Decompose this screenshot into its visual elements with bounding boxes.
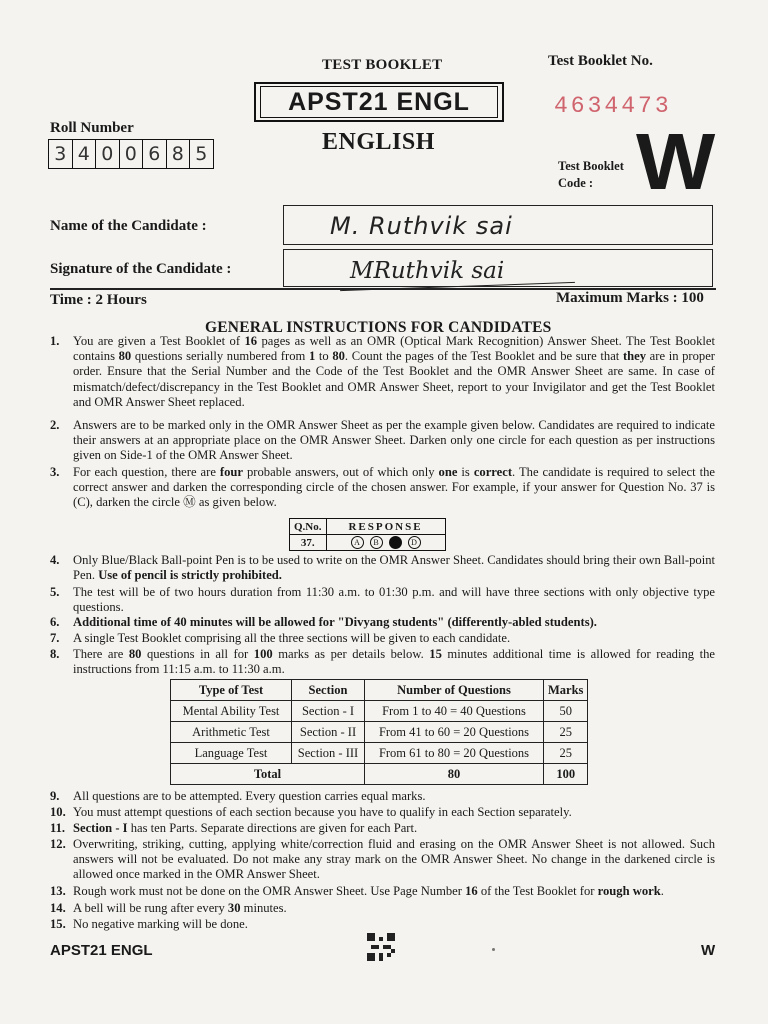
table-header: Number of Questions (365, 680, 544, 701)
instruction-12: 12. Overwriting, striking, cutting, applying white/correction fluid and erasing on the OMR Answer Sheet is not allowed. Such answers will not be evaluated. Do not make any stray mark on the OMR Answer Sheet. No change in the darkened circle is allowed once marked in the OMR Answer Sheet. (50, 837, 715, 882)
table-header-row (171, 680, 588, 701)
table-cell: Mental Ability Test (171, 701, 292, 722)
candidate-signature-value: MRuthvik sai (350, 258, 505, 284)
candidate-name-label: Name of the Candidate : (50, 218, 207, 234)
table-row (171, 743, 588, 764)
time-label: Time : 2 Hours (50, 292, 147, 308)
qno-value: 37. (290, 535, 327, 551)
max-marks-label: Maximum Marks : 100 (556, 290, 704, 306)
table-cell: Section - III (292, 743, 365, 764)
instruction-13: 13. Rough work must not be done on the OMR Answer Sheet. Use Page Number 16 of the Test Booklet for rough work. (50, 884, 664, 898)
table-cell: From 1 to 40 = 40 Questions (365, 701, 544, 722)
roll-number-boxes (48, 139, 214, 169)
table-header: Marks (544, 680, 588, 701)
table-cell: 25 (544, 743, 588, 764)
table-total-row (171, 764, 588, 785)
booklet-code-letter: W (636, 117, 716, 206)
table-header: Section (292, 680, 365, 701)
instruction-15: 15. No negative marking will be done. (50, 917, 248, 931)
instruction-3: 3. For each question, there are four probable answers, out of which only one is correct. The candidate is required to select the correct answer and darken the corresponding circle of the chosen answer. For example, if your answer for Question No. 37 is (C), darken the circle Ⓜ as given below. (50, 465, 715, 510)
table-cell: 25 (544, 722, 588, 743)
instruction-2: 2. Answers are to be marked only in the OMR Answer Sheet as per the example given below. Candidates are required to indicate their answers at an appropriate place on the OMR Answer Sheet. Darken only one circle for each question as per instructions given on Side-1 of the OMR Answer Sheet. (50, 418, 715, 463)
booklet-code-box (254, 82, 504, 122)
roll-number-label: Roll Number (50, 120, 134, 136)
table-row (171, 722, 588, 743)
bubble-b: B (370, 536, 383, 549)
bubble-d: D (408, 536, 421, 549)
booklet-number: 4634473 (554, 93, 672, 119)
instruction-7: 7. A single Test Booklet comprising all the three sections will be given to each candidate. (50, 631, 511, 645)
response-example-table (289, 518, 446, 551)
roll-digit: 6 (142, 140, 166, 168)
table-header: Type of Test (171, 680, 292, 701)
booklet-number-label: Test Booklet No. (548, 53, 653, 69)
roll-digit: 0 (95, 140, 119, 168)
total-label: Total (171, 764, 365, 785)
table-cell: Section - I (292, 701, 365, 722)
qno-header: Q.No. (290, 519, 327, 535)
table-row (171, 701, 588, 722)
booklet-code-label: Test Booklet Code : (558, 159, 624, 190)
instruction-1: 1. You are given a Test Booklet of 16 pages as well as an OMR (Optical Mark Recognition) Answer Sheet. The Test Booklet contains 80 questions serially numbered from 1 to 80. Count the pages of the Test Booklet and be sure that they are in proper order. Ensure that the Serial Number and the Code of the Test Booklet and the OMR Answer Sheet are same. In case of mismatch/defect/discrepancy in the Test Booklet and OMR Answer Sheet, report to your Invigilator and get the Test Booklet and OMR Answer Sheet replaced. (50, 334, 716, 409)
instruction-5: 5. The test will be of two hours duration from 11:30 a.m. to 01:30 p.m. and will have three sections with only objective type questions. (50, 585, 715, 615)
table-cell: Language Test (171, 743, 292, 764)
total-questions: 80 (365, 764, 544, 785)
roll-digit: 5 (189, 140, 213, 168)
instructions-heading: GENERAL INSTRUCTIONS FOR CANDIDATES (205, 319, 552, 336)
instruction-10: 10. You must attempt questions of each section because you have to qualify in each Section separately. (50, 805, 572, 819)
candidate-signature-label: Signature of the Candidate : (50, 261, 232, 277)
subject-title: ENGLISH (322, 129, 435, 155)
total-marks: 100 (544, 764, 588, 785)
bubble-c-filled: C (389, 536, 402, 549)
candidate-name-value: M. Ruthvik sai (330, 212, 513, 240)
footer-booklet-code: APST21 ENGL (50, 942, 153, 959)
roll-digit: 0 (119, 140, 143, 168)
stray-mark (492, 948, 495, 951)
table-cell: 50 (544, 701, 588, 722)
instruction-9: 9. All questions are to be attempted. Every question carries equal marks. (50, 789, 426, 803)
table-cell: From 61 to 80 = 20 Questions (365, 743, 544, 764)
marks-distribution-table (170, 679, 588, 785)
bubble-a: A (351, 536, 364, 549)
response-header: RESPONSE (326, 519, 445, 535)
footer-code-letter: W (701, 942, 716, 959)
table-cell: From 41 to 60 = 20 Questions (365, 722, 544, 743)
booklet-code: APST21 ENGL (260, 86, 498, 118)
qr-code-icon (367, 933, 395, 961)
instruction-14: 14. A bell will be rung after every 30 minutes. (50, 901, 287, 915)
instruction-6: 6. Additional time of 40 minutes will be allowed for "Divyang students" (differently-abled students). (50, 615, 597, 629)
table-cell: Arithmetic Test (171, 722, 292, 743)
roll-digit: 4 (72, 140, 96, 168)
instruction-8: 8. There are 80 questions in all for 100 marks as per details below. 15 minutes additional time is allowed for reading the instructions from 11:15 a.m. to 11:30 a.m. (50, 647, 715, 677)
table-cell: Section - II (292, 722, 365, 743)
response-bubbles (326, 535, 445, 551)
roll-digit: 3 (54, 143, 67, 165)
roll-digit: 8 (166, 140, 190, 168)
instruction-11: 11. Section - I has ten Parts. Separate directions are given for each Part. (50, 821, 418, 835)
instruction-4: 4. Only Blue/Black Ball-point Pen is to be used to write on the OMR Answer Sheet. Candidates should bring their own Ball-point Pen. Use of pencil is strictly prohibited. (50, 553, 715, 583)
test-booklet-title: TEST BOOKLET (322, 57, 443, 73)
